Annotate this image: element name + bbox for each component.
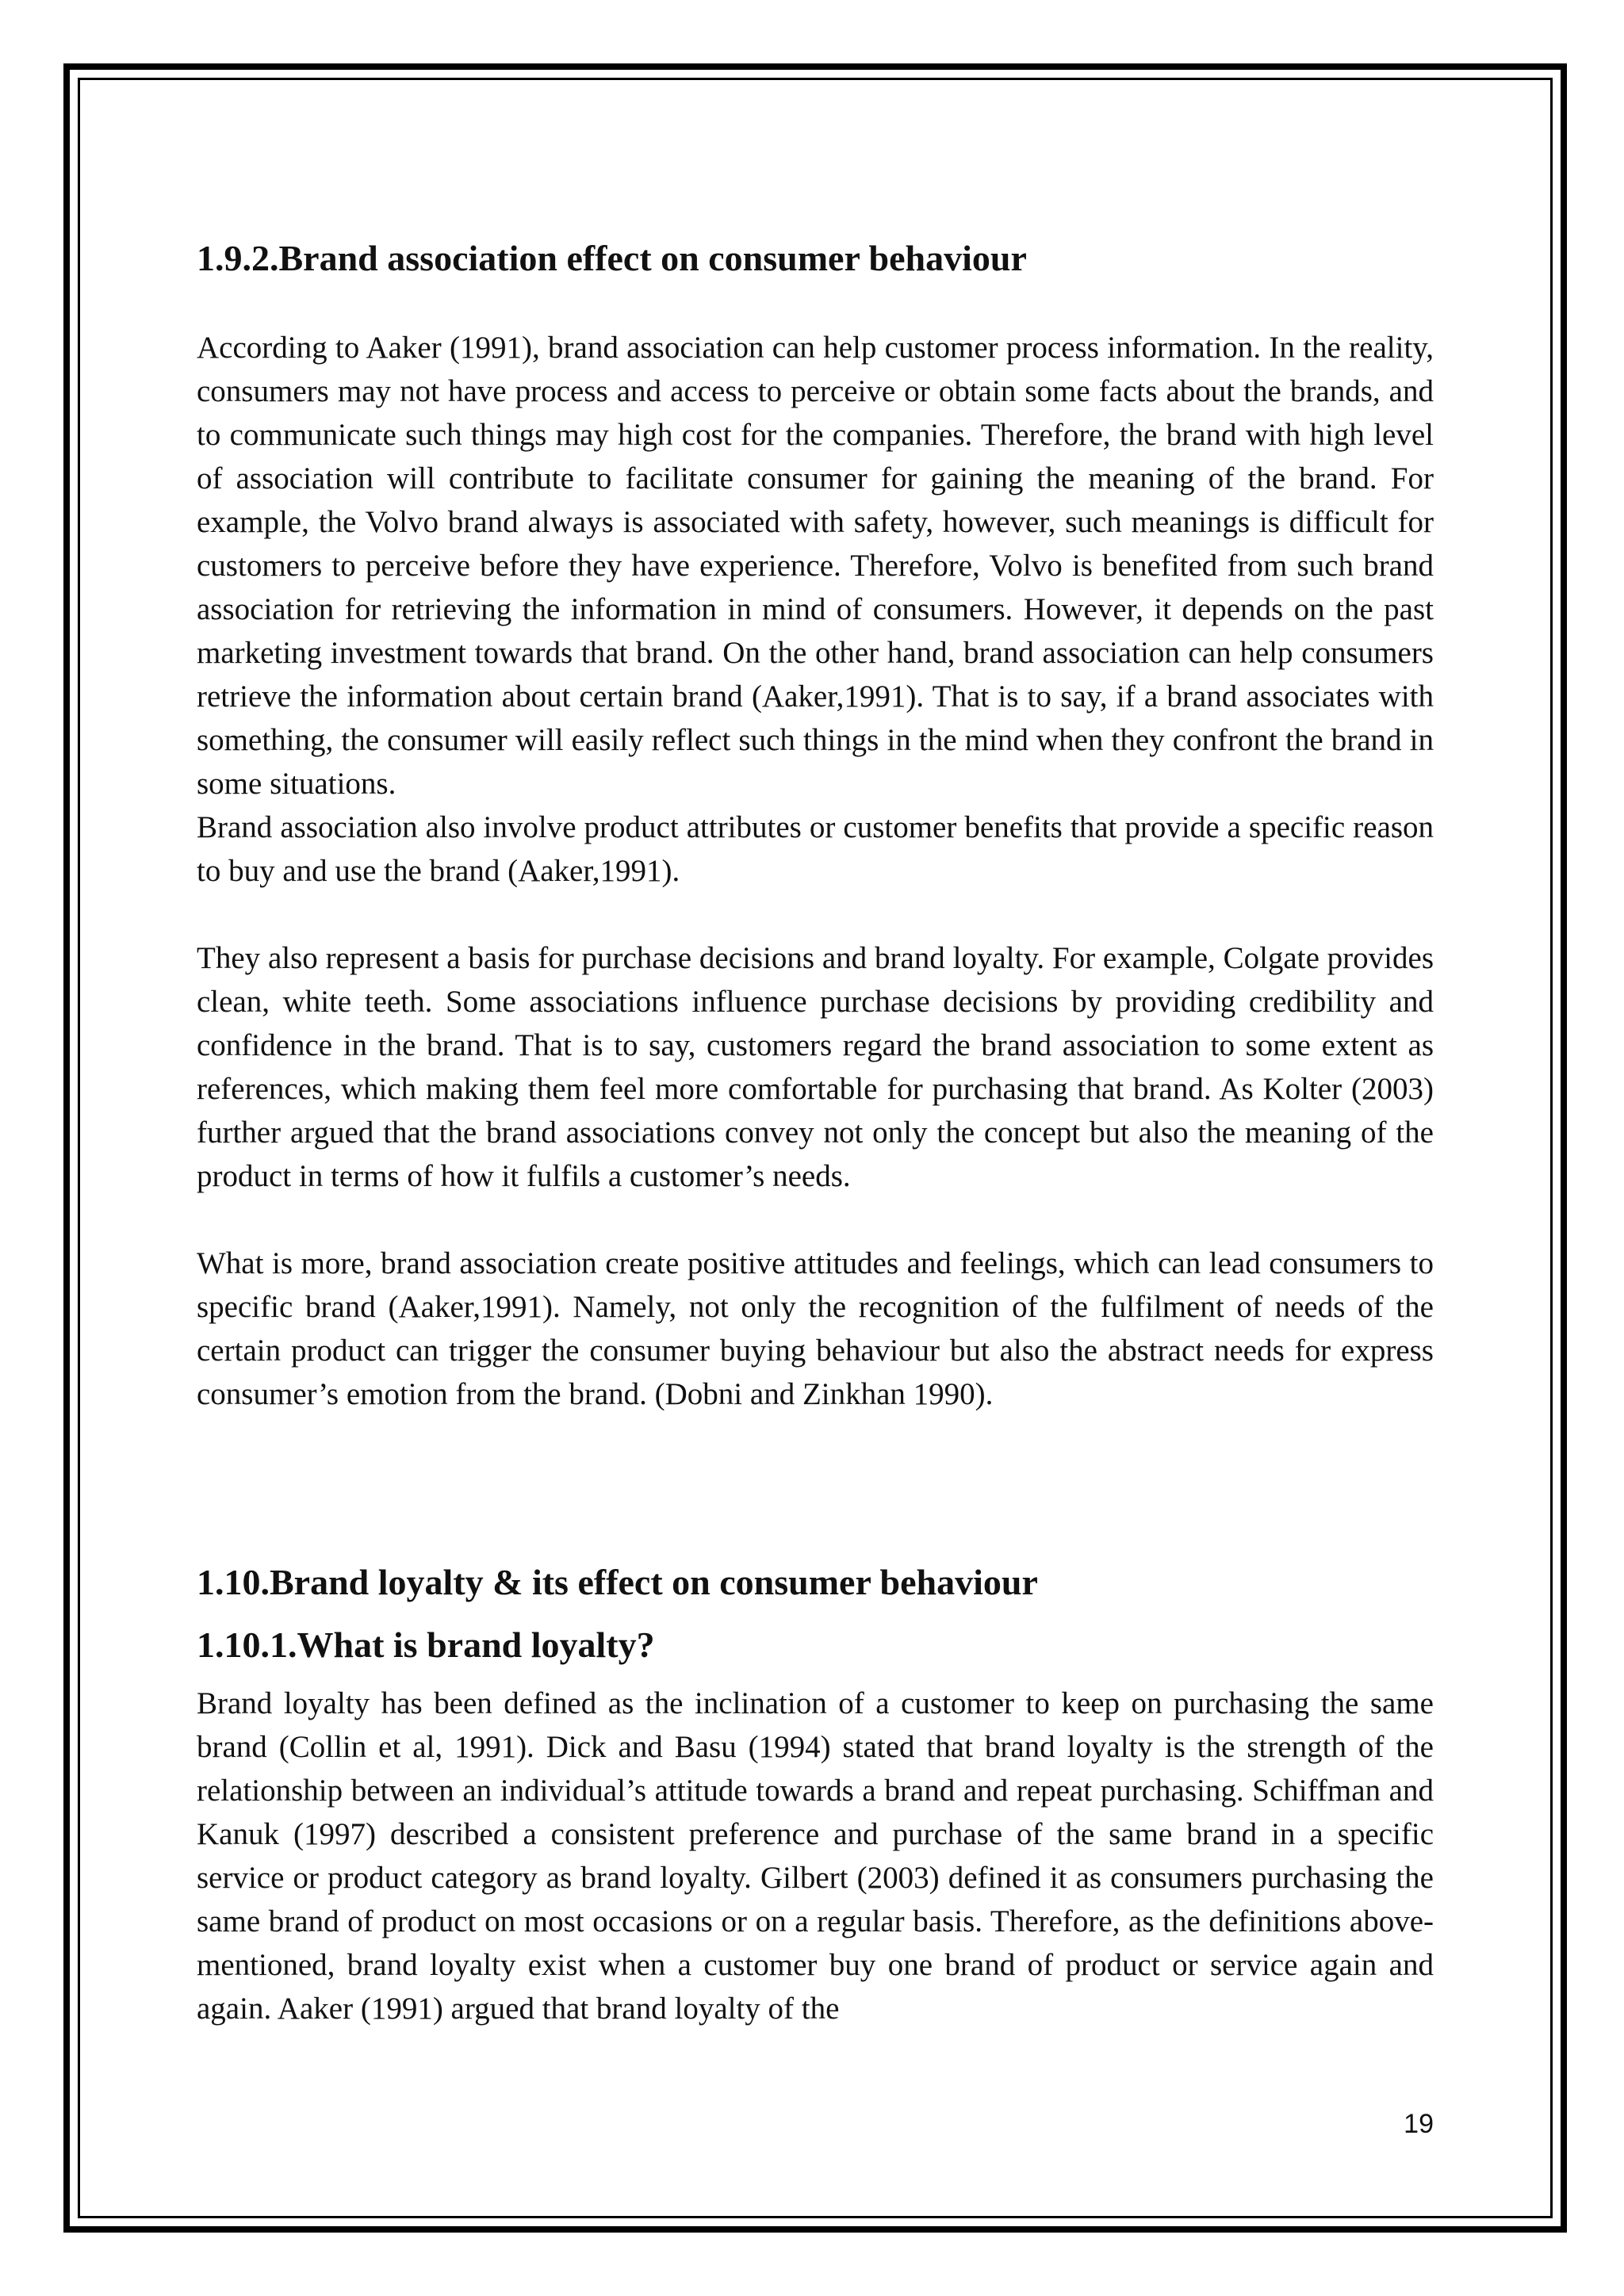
paragraph-1-9-2-d: What is more, brand association create positive attitudes and feelings, which can lead consumers to specific brand (Aaker,1991). Namely, not only the recognition of the fulfilment of needs of the certain product can trigger the consumer buying behaviour but also the abstract needs for express consumer’s emotion from the brand. (Dobni and Zinkhan 1990). xyxy=(197,1246,1434,1412)
paragraph-1-9-2-c: They also represent a basis for purchase decisions and brand loyalty. For example, Colgate provides clean, white teeth. Some associations influence purchase decisions by providing credibility and confidence in the brand. That is to say, customers regard the brand association to some extent as references, which making them feel more comfortable for purchasing that brand. As Kolter (2003) further argued that the brand associations convey not only the concept but also the meaning of the product in terms of how it fulfils a customer’s needs. xyxy=(197,941,1434,1194)
page-content xyxy=(197,236,1434,2030)
section-heading-1-10-1: 1.10.1.What is brand loyalty? xyxy=(197,1624,655,1666)
section-heading-1-9-2: 1.9.2.Brand association effect on consumer behaviour xyxy=(197,238,1027,278)
page-number: 19 xyxy=(1404,2109,1434,2139)
paragraph-1-9-2-a: According to Aaker (1991), brand association can help customer process information. In the reality, consumers may not have process and access to perceive or obtain some facts about the brands, and to communicate such things may high cost for the companies. Therefore, the brand with high level of association will contribute to facilitate consumer for gaining the meaning of the brand. For example, the Volvo brand always is associated with safety, however, such meanings is difficult for customers to perceive before they have experience. Therefore, Volvo is benefited from such brand association for retrieving the information in mind of consumers. However, it depends on the past marketing investment towards that brand. On the other hand, brand association can help consumers retrieve the information about certain brand (Aaker,1991). That is to say, if a brand associates with something, the consumer will easily reflect such things in the mind when they confront the brand in some situations. xyxy=(197,331,1434,802)
section-heading-1-10: 1.10.Brand loyalty & its effect on consumer behaviour xyxy=(197,1562,1038,1603)
paragraph-1-9-2-b: Brand association also involve product attributes or customer benefits that provide a specific reason to buy and use the brand (Aaker,1991). xyxy=(197,810,1434,889)
paragraph-1-10-1-a: Brand loyalty has been defined as the inclination of a customer to keep on purchasing the same brand (Collin et al, 1991). Dick and Basu (1994) stated that brand loyalty is the strength of the relationship between an individual’s attitude towards a brand and repeat purchasing. Schiffman and Kanuk (1997) described a consistent preference and purchase of the same brand in a specific service or product category as brand loyalty. Gilbert (2003) defined it as consumers purchasing the same brand of product on most occasions or on a regular basis. Therefore, as the definitions above-mentioned, brand loyalty exist when a customer buy one brand of product or service again and again. Aaker (1991) argued that brand loyalty of the xyxy=(197,1686,1434,2026)
